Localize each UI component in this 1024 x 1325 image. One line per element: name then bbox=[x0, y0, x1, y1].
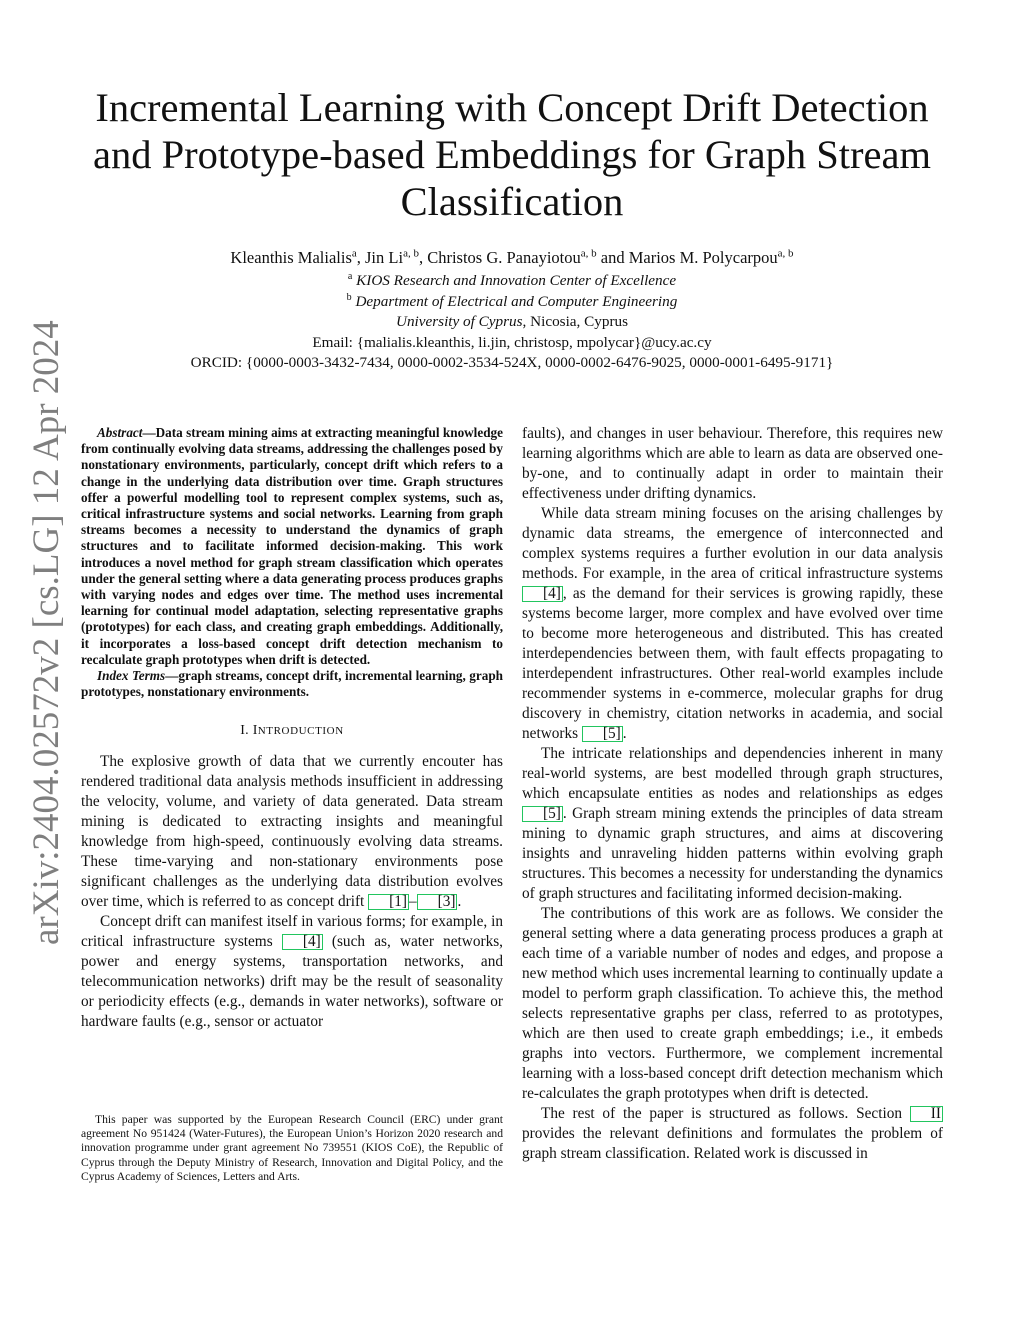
citation-link[interactable]: [5] bbox=[582, 726, 623, 742]
author-name: Jin Li bbox=[365, 248, 404, 267]
paragraph-text: provides the relevant definitions and formulates the problem of graph stream classification. Related work is discussed in bbox=[522, 1125, 943, 1162]
paragraph-text: The explosive growth of data that we currently encouter has rendered traditional data analysis methods insufficient in addressing the velocity, volume, and variety of data generated. Data stream mining is dedicated to extracting insights and meaningful knowledge from high-speed, continuously evolving data streams. These time-varying and non-stationary environments pose significant challenges as the underlying data distribution evolves over time, which is referred to as concept drift bbox=[81, 753, 503, 911]
affiliation-a bbox=[92, 271, 932, 292]
author-affil-mark: a bbox=[351, 247, 357, 260]
intro-paragraph: The contributions of this work are as follows. We consider the general setting where a data generating process produces a graph at each time of a variable number of nodes and edges, and propose a new method which uses incremental learning to continually update a model to perform graph classification. To achieve this, the method selects representative graphs per class, referred to as prototypes, which are then used to create graph embeddings; i.e., it embeds graphs into vectors. Furthermore, we complement incremental learning with a loss-based concept drift detection mechanism which re-calculates the graph prototypes when drift is detected. bbox=[522, 905, 943, 1102]
author-affil-mark: a, b bbox=[777, 247, 794, 260]
citation-link[interactable]: [4] bbox=[282, 934, 323, 950]
author-separator: , bbox=[356, 248, 366, 267]
abstract bbox=[81, 425, 503, 668]
university-name: University of Cyprus bbox=[395, 313, 523, 330]
author-affil-mark: a, b bbox=[403, 247, 419, 260]
citation-link[interactable]: [4] bbox=[522, 586, 563, 602]
section-title-rest: NTRODUCTION bbox=[257, 725, 344, 738]
index-terms-text: —graph streams, concept drift, incremental learning, graph prototypes, nonstationary environments. bbox=[81, 668, 503, 700]
abstract-label: Abstract bbox=[97, 425, 143, 440]
intro-paragraph bbox=[522, 504, 943, 744]
affiliation-b-text: Department of Electrical and Computer Engineering bbox=[355, 292, 678, 310]
paragraph-text: , as the demand for their services is growing rapidly, these systems become larger, more complex and have evolved over time to become more heterogeneous and distributed. This has created interdependencies between them, with fault effects propagating to interdependent infrastructures. Other real-world examples include recommender systems in e-commerce, molecular graphs for drug discovery in chemistry, citation networks in academia, and social networks bbox=[522, 585, 943, 742]
index-terms-label: Index Terms bbox=[97, 668, 166, 684]
paragraph-text: The rest of the paper is structured as follows. Section bbox=[541, 1105, 910, 1122]
funding-footnote: This paper was supported by the European Research Council (ERC) under grant agreement No 951424 (Water-Futures), the European Union’s Horizon 2020 research and innovation programme under grant agreement No 739551 (KIOS CoE), the Republic of Cyprus through the Deputy Ministry of Research, Innovation and Digital Policy, and the Cyprus Academy of Sciences, Letters and Arts. bbox=[81, 1113, 503, 1183]
section-number: I. bbox=[240, 723, 253, 739]
paper-title: Incremental Learning with Concept Drift Detection and Prototype-based Embeddings for Graph Stream Classification bbox=[93, 85, 931, 224]
right-column bbox=[522, 424, 943, 1164]
citation-link[interactable]: [5] bbox=[522, 806, 563, 822]
intro-paragraph bbox=[522, 1104, 943, 1164]
affil-mark: b bbox=[346, 291, 352, 303]
intro-paragraph bbox=[81, 752, 503, 912]
left-column bbox=[81, 425, 503, 1032]
paragraph-text: . Graph stream mining extends the principles of data stream mining to dynamic graph structures, and aims at discovering insights and unraveling hidden patterns within evolving graph structures. This becomes a necessity for understanding the dynamics of graph structures and facilitating informed decision-making. bbox=[522, 805, 943, 902]
affiliations-block bbox=[92, 271, 932, 374]
paragraph-text: The intricate relationships and dependencies inherent in many real-world systems, are best modelled through graph structures, which encapsulate entities as nodes and relationships as edges bbox=[522, 745, 943, 802]
paragraph-text: . bbox=[457, 893, 462, 911]
university-city: , Nicosia, Cyprus bbox=[522, 313, 629, 330]
author-name: Marios M. Polycarpou bbox=[628, 248, 778, 267]
paragraph-text: While data stream mining focuses on the arising challenges by dynamic data streams, the emergence of interconnected and complex systems requires a further evolution in our data analysis methods. For example, in the area of critical infrastructure systems bbox=[522, 505, 943, 582]
index-terms bbox=[81, 668, 503, 700]
paragraph-text: (such as, water networks, power and energy systems, transportation networks, and telecommunication networks) drift may be the result of seasonality or periodicity effects (e.g., demands in water networks), software or hardware faults (e.g., sensor or actuator bbox=[81, 933, 504, 1031]
email-line: Email: {malialis.kleanthis, li.jin, christosp, mpolycar}@ucy.ac.cy bbox=[312, 333, 712, 351]
affil-mark: a bbox=[347, 270, 353, 282]
paragraph-text: . bbox=[622, 725, 627, 742]
intro-paragraph bbox=[522, 744, 943, 904]
author-separator: and bbox=[596, 248, 629, 267]
citation-link[interactable]: [1] bbox=[368, 894, 409, 910]
university-line bbox=[92, 312, 932, 333]
section-reference-link[interactable]: II bbox=[910, 1106, 943, 1122]
intro-paragraph: faults), and changes in user behaviour. Therefore, this requires new learning algorithms which are able to learn as data are observed one-by-one, and to continually adapt in order to maintain their effectiveness under drifting dynamics. bbox=[522, 425, 943, 502]
author-name: Christos G. Panayiotou bbox=[427, 248, 581, 267]
affiliation-b bbox=[92, 292, 932, 313]
author-separator: , bbox=[418, 248, 428, 267]
arxiv-identifier: arXiv:2404.02572v2 [cs.LG] 12 Apr 2024 bbox=[26, 320, 67, 945]
affiliation-a-text: KIOS Research and Innovation Center of Excellence bbox=[356, 272, 677, 289]
author-name: Kleanthis Malialis bbox=[230, 248, 352, 267]
orcid-line: ORCID: {0000-0003-3432-7434, 0000-0002-3534-524X, 0000-0002-6476-9025, 0000-0001-6495-9171} bbox=[190, 354, 834, 371]
author-affil-mark: a, b bbox=[580, 247, 597, 260]
citation-range-dash: – bbox=[408, 893, 417, 911]
author-list bbox=[92, 248, 932, 268]
section-title-initial: I bbox=[252, 723, 258, 739]
citation-link[interactable]: [3] bbox=[417, 894, 458, 910]
section-heading-introduction bbox=[81, 722, 503, 740]
abstract-text: —Data stream mining aims at extracting meaningful knowledge from continually evolving data streams, addressing the challenges posed by nonstationary environments, particularly, concept drift which refers to a change in the underlying data distribution over time. Graph structures offer a powerful modelling tool to represent complex systems, such as, critical infrastructure systems and social networks. Learning from graph streams becomes a necessity to understand the dynamics of graph structures and to facilitate informed decision-making. This work introduces a novel method for graph stream classification which operates under the general setting where a data generating process produces graphs with varying nodes and edges over time. The method uses incremental learning for continual model adaptation, selecting representative graphs (prototypes) for each class, and creating graph embeddings. Additionally, it incorporates a loss-based concept drift detection mechanism to recalculate graph prototypes when drift is detected. bbox=[81, 425, 503, 667]
paragraph-text: Concept drift can manifest itself in various forms; for example, in critical infrastructure systems bbox=[81, 913, 503, 951]
intro-paragraph bbox=[81, 912, 503, 1032]
